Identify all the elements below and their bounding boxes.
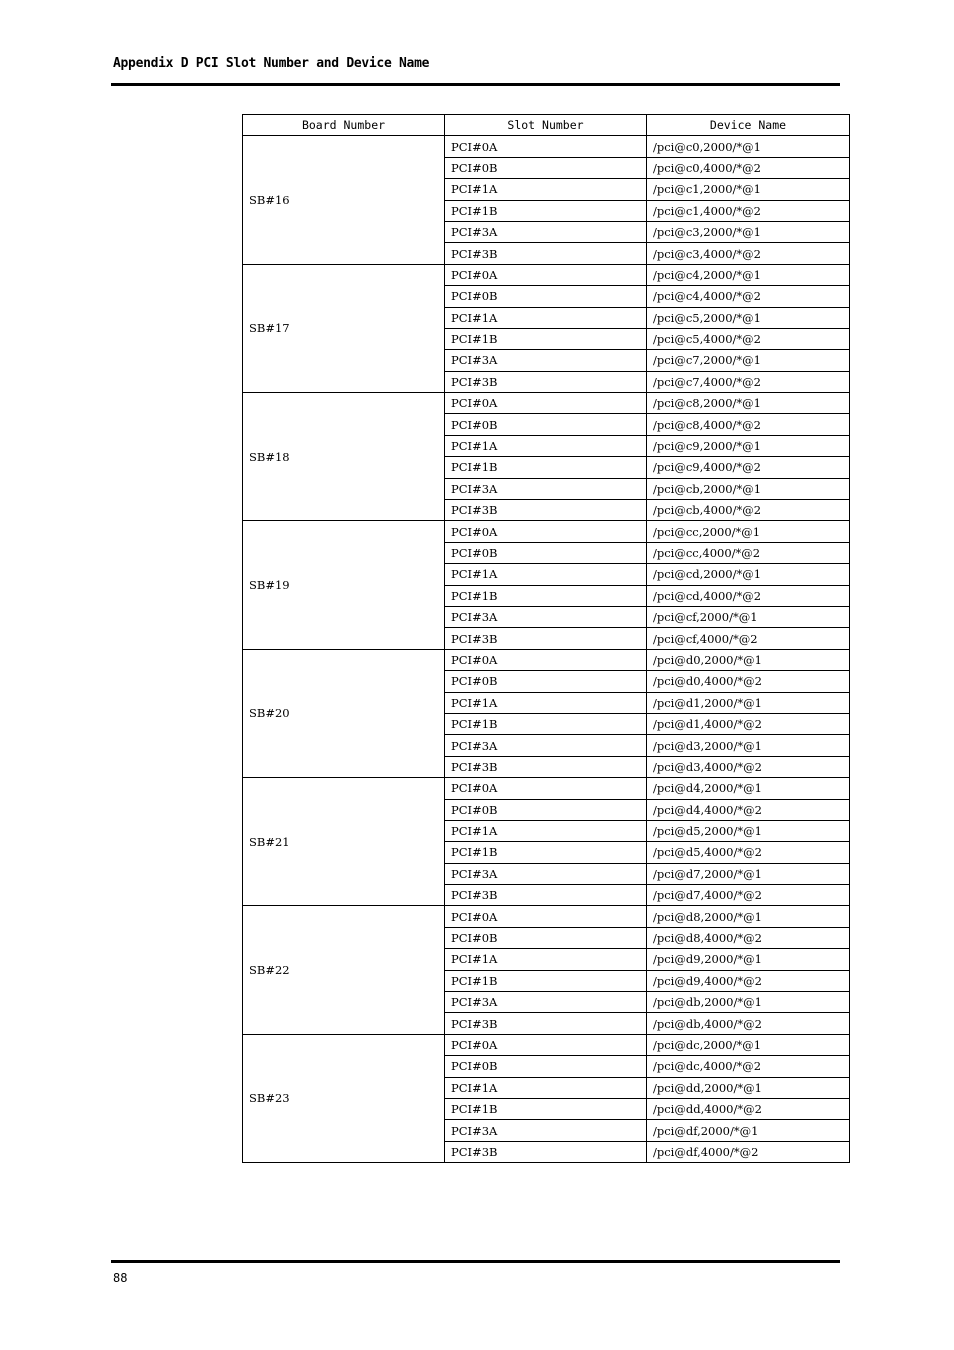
slot-number-cell: PCI#3A	[445, 606, 647, 627]
device-name-cell: /pci@c3,4000/*@2	[647, 243, 850, 264]
device-name-cell: /pci@c3,2000/*@1	[647, 221, 850, 242]
page-header-title: Appendix D PCI Slot Number and Device Name	[113, 56, 430, 71]
device-name-cell: /pci@c1,4000/*@2	[647, 200, 850, 221]
device-name-cell: /pci@d8,4000/*@2	[647, 927, 850, 948]
device-name-cell: /pci@c8,4000/*@2	[647, 414, 850, 435]
slot-number-cell: PCI#3B	[445, 756, 647, 777]
slot-number-cell: PCI#0A	[445, 1034, 647, 1055]
device-name-cell: /pci@d1,2000/*@1	[647, 692, 850, 713]
slot-number-cell: PCI#1A	[445, 435, 647, 456]
pci-slot-table	[242, 114, 850, 1163]
device-name-cell: /pci@d5,2000/*@1	[647, 820, 850, 841]
footer-rule	[111, 1260, 840, 1263]
slot-number-cell: PCI#1A	[445, 1077, 647, 1098]
device-name-cell: /pci@cb,4000/*@2	[647, 500, 850, 521]
device-name-cell: /pci@d5,4000/*@2	[647, 842, 850, 863]
device-name-cell: /pci@db,2000/*@1	[647, 992, 850, 1013]
slot-number-cell: PCI#0B	[445, 671, 647, 692]
slot-number-cell: PCI#0A	[445, 264, 647, 285]
slot-number-cell: PCI#1B	[445, 713, 647, 734]
board-number-cell: SB#18	[243, 393, 445, 521]
slot-number-cell: PCI#0B	[445, 542, 647, 563]
device-name-cell: /pci@d8,2000/*@1	[647, 906, 850, 927]
device-name-cell: /pci@c0,4000/*@2	[647, 157, 850, 178]
slot-number-cell: PCI#3A	[445, 478, 647, 499]
slot-number-cell: PCI#1B	[445, 328, 647, 349]
device-name-cell: /pci@c9,4000/*@2	[647, 457, 850, 478]
slot-number-cell: PCI#1B	[445, 200, 647, 221]
board-number-cell: SB#22	[243, 906, 445, 1034]
slot-number-cell: PCI#3B	[445, 885, 647, 906]
device-name-cell: /pci@cd,4000/*@2	[647, 585, 850, 606]
slot-number-cell: PCI#3A	[445, 1120, 647, 1141]
device-name-cell: /pci@d7,4000/*@2	[647, 885, 850, 906]
board-number-cell: SB#21	[243, 778, 445, 906]
device-name-cell: /pci@df,4000/*@2	[647, 1141, 850, 1162]
slot-number-cell: PCI#0A	[445, 649, 647, 670]
slot-number-cell: PCI#0A	[445, 906, 647, 927]
device-name-cell: /pci@c7,2000/*@1	[647, 350, 850, 371]
table-row	[243, 136, 850, 157]
device-name-cell: /pci@c5,2000/*@1	[647, 307, 850, 328]
table-row	[243, 1034, 850, 1055]
slot-number-cell: PCI#1A	[445, 692, 647, 713]
device-name-cell: /pci@d1,4000/*@2	[647, 713, 850, 734]
slot-number-cell: PCI#0A	[445, 778, 647, 799]
table-row	[243, 264, 850, 285]
device-name-cell: /pci@d3,2000/*@1	[647, 735, 850, 756]
device-name-cell: /pci@d9,2000/*@1	[647, 949, 850, 970]
device-name-cell: /pci@c8,2000/*@1	[647, 393, 850, 414]
device-name-cell: /pci@c0,2000/*@1	[647, 136, 850, 157]
slot-number-cell: PCI#0B	[445, 927, 647, 948]
slot-number-cell: PCI#1B	[445, 457, 647, 478]
device-name-cell: /pci@cf,2000/*@1	[647, 606, 850, 627]
board-number-cell: SB#16	[243, 136, 445, 264]
device-name-cell: /pci@cb,2000/*@1	[647, 478, 850, 499]
device-name-cell: /pci@c4,4000/*@2	[647, 286, 850, 307]
slot-number-cell: PCI#3B	[445, 1141, 647, 1162]
device-name-cell: /pci@cf,4000/*@2	[647, 628, 850, 649]
slot-number-cell: PCI#1A	[445, 820, 647, 841]
slot-number-cell: PCI#0B	[445, 286, 647, 307]
device-name-cell: /pci@c4,2000/*@1	[647, 264, 850, 285]
device-name-cell: /pci@dd,4000/*@2	[647, 1098, 850, 1119]
slot-number-cell: PCI#0B	[445, 157, 647, 178]
device-name-cell: /pci@df,2000/*@1	[647, 1120, 850, 1141]
slot-number-cell: PCI#0A	[445, 521, 647, 542]
device-name-cell: /pci@db,4000/*@2	[647, 1013, 850, 1034]
device-name-cell: /pci@c5,4000/*@2	[647, 328, 850, 349]
slot-number-cell: PCI#3B	[445, 371, 647, 392]
device-name-cell: /pci@d0,2000/*@1	[647, 649, 850, 670]
table-header-row	[243, 115, 850, 136]
device-name-cell: /pci@c9,2000/*@1	[647, 435, 850, 456]
column-header-board-number: Board Number	[243, 115, 445, 136]
device-name-cell: /pci@c7,4000/*@2	[647, 371, 850, 392]
table-row	[243, 649, 850, 670]
table-row	[243, 778, 850, 799]
slot-number-cell: PCI#1B	[445, 1098, 647, 1119]
slot-number-cell: PCI#3B	[445, 628, 647, 649]
column-header-device-name: Device Name	[647, 115, 850, 136]
slot-number-cell: PCI#3A	[445, 350, 647, 371]
slot-number-cell: PCI#3B	[445, 243, 647, 264]
slot-number-cell: PCI#3A	[445, 863, 647, 884]
slot-number-cell: PCI#3A	[445, 221, 647, 242]
page-number: 88	[113, 1271, 128, 1285]
table-row	[243, 393, 850, 414]
slot-number-cell: PCI#1A	[445, 564, 647, 585]
device-name-cell: /pci@d0,4000/*@2	[647, 671, 850, 692]
slot-number-cell: PCI#3B	[445, 500, 647, 521]
header-rule	[111, 83, 840, 86]
slot-number-cell: PCI#1A	[445, 949, 647, 970]
slot-number-cell: PCI#1A	[445, 179, 647, 200]
slot-number-cell: PCI#3A	[445, 735, 647, 756]
slot-number-cell: PCI#0B	[445, 799, 647, 820]
device-name-cell: /pci@d7,2000/*@1	[647, 863, 850, 884]
slot-number-cell: PCI#1A	[445, 307, 647, 328]
table-body	[243, 136, 850, 1163]
slot-number-cell: PCI#3A	[445, 992, 647, 1013]
device-name-cell: /pci@d3,4000/*@2	[647, 756, 850, 777]
device-name-cell: /pci@dd,2000/*@1	[647, 1077, 850, 1098]
device-name-cell: /pci@cd,2000/*@1	[647, 564, 850, 585]
board-number-cell: SB#23	[243, 1034, 445, 1162]
board-number-cell: SB#19	[243, 521, 445, 649]
device-name-cell: /pci@cc,4000/*@2	[647, 542, 850, 563]
device-name-cell: /pci@c1,2000/*@1	[647, 179, 850, 200]
device-name-cell: /pci@cc,2000/*@1	[647, 521, 850, 542]
slot-number-cell: PCI#0A	[445, 136, 647, 157]
device-name-cell: /pci@dc,4000/*@2	[647, 1056, 850, 1077]
board-number-cell: SB#20	[243, 649, 445, 777]
slot-number-cell: PCI#1B	[445, 842, 647, 863]
slot-number-cell: PCI#0B	[445, 1056, 647, 1077]
slot-number-cell: PCI#0A	[445, 393, 647, 414]
board-number-cell: SB#17	[243, 264, 445, 392]
device-name-cell: /pci@d9,4000/*@2	[647, 970, 850, 991]
table-row	[243, 521, 850, 542]
slot-number-cell: PCI#1B	[445, 970, 647, 991]
slot-number-cell: PCI#3B	[445, 1013, 647, 1034]
device-name-cell: /pci@dc,2000/*@1	[647, 1034, 850, 1055]
device-name-cell: /pci@d4,4000/*@2	[647, 799, 850, 820]
slot-number-cell: PCI#1B	[445, 585, 647, 606]
table-row	[243, 906, 850, 927]
column-header-slot-number: Slot Number	[445, 115, 647, 136]
device-name-cell: /pci@d4,2000/*@1	[647, 778, 850, 799]
slot-number-cell: PCI#0B	[445, 414, 647, 435]
